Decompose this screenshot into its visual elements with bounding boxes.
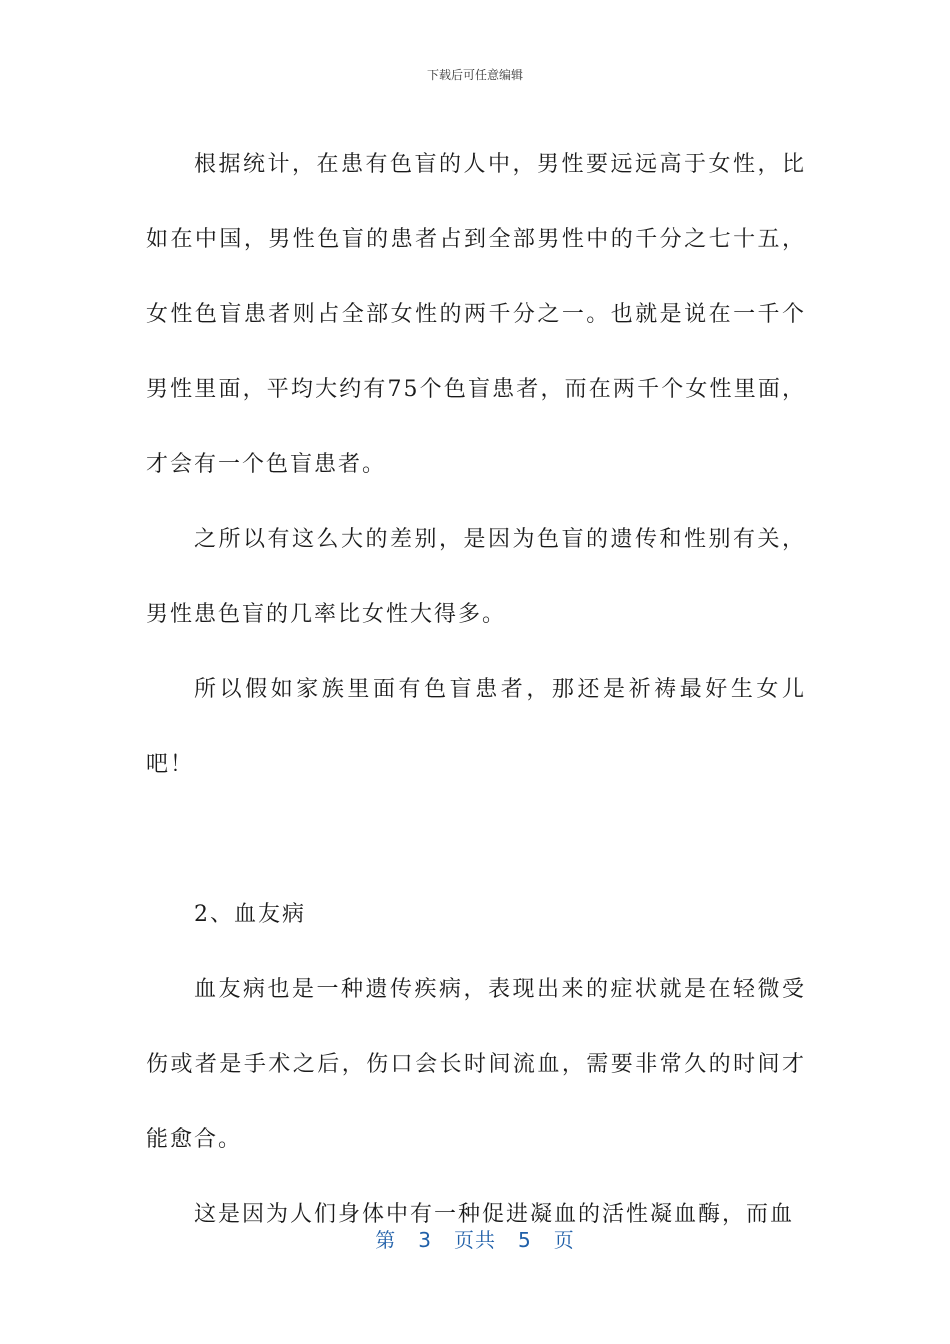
- blank-line: [146, 802, 806, 877]
- footer-suffix: 页: [553, 1228, 575, 1252]
- footer-middle: 页共: [454, 1228, 496, 1252]
- footer-prefix: 第: [375, 1228, 397, 1252]
- header-note: 下载后可任意编辑: [426, 68, 523, 82]
- paragraph-family-advice: 所以假如家族里面有色盲患者，那还是祈祷最好生女儿吧！: [146, 677, 806, 777]
- footer-total-pages: 5: [518, 1228, 532, 1252]
- paragraph-hemophilia-symptoms: 血友病也是一种遗传疾病，表现出来的症状就是在轻微受伤或者是手术之后，伤口会长时间流血，需要非常久的时间才能愈合。: [146, 977, 806, 1152]
- document-body: [146, 127, 806, 1252]
- section-heading-hemophilia: 2、血友病: [194, 902, 306, 927]
- footer-current-page: 3: [418, 1228, 432, 1252]
- paragraph-color-blind-statistics: 根据统计，在患有色盲的人中，男性要远远高于女性，比如在中国，男性色盲的患者占到全部男性中的千分之七十五，女性色盲患者则占全部女性的两千分之一。也就是说在一千个男性里面，平均大约有75个色盲患者，而在两千个女性里面，才会有一个色盲患者。: [146, 152, 806, 477]
- page-number-footer: [0, 1224, 950, 1253]
- paragraph-hemophilia-cause: 这是因为人们身体中有一种促进凝血的活性凝血酶，而血: [194, 1202, 795, 1227]
- paragraph-gender-difference: 之所以有这么大的差别，是因为色盲的遗传和性别有关，男性患色盲的几率比女性大得多。: [146, 527, 806, 627]
